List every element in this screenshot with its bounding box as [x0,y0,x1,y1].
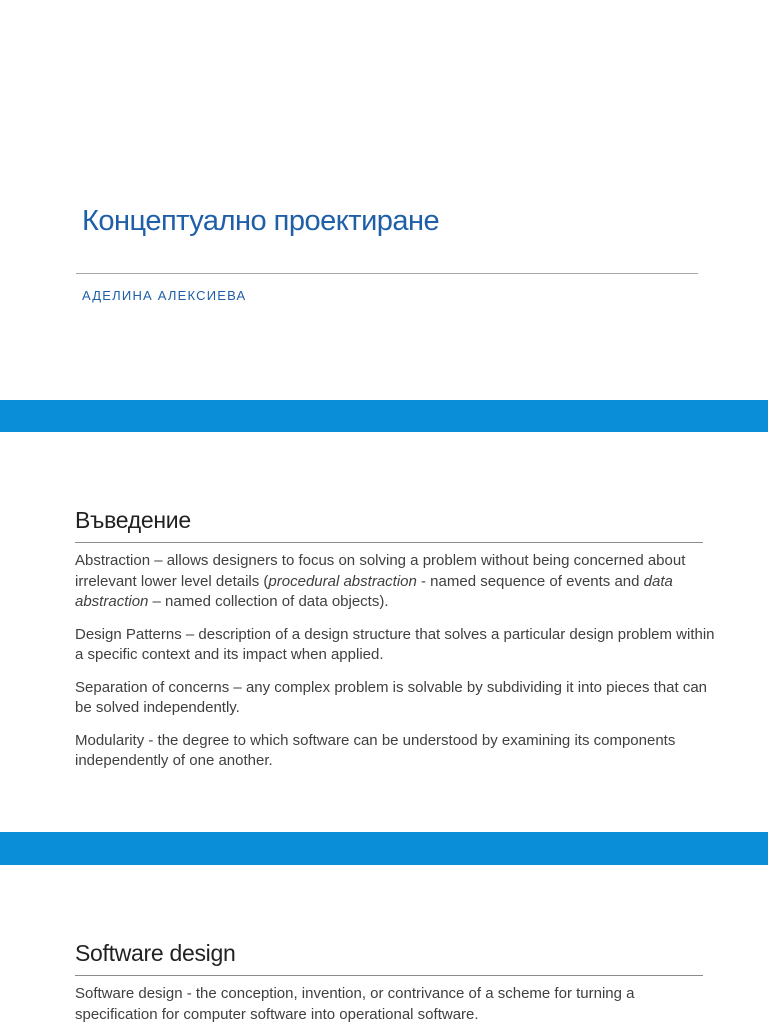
abstraction-text-3: – named collection of data objects). [148,593,389,610]
abstraction-text-2: - named sequence of events and [416,572,644,590]
presentation-author: АДЕЛИНА АЛЕКСИЕВА [82,288,247,303]
paragraph-separation-of-concerns: Separation of concerns – any complex problem is solvable by subdividing it into pieces that can be solved independently. [75,678,708,716]
abstraction-text-1: Abstraction – allows designers to focus on solving a problem without being concerned about irrelevant lower level details ( [75,552,686,590]
introduction-slide [0,432,768,832]
slide-heading: Въведение [75,507,191,533]
software-design-slide [0,865,768,1024]
heading-divider [75,975,703,976]
slide-body [75,551,715,784]
procedural-abstraction-term: procedural abstraction [268,572,417,590]
slide-separator-band [0,400,768,432]
paragraph-software-design: Software design - the conception, invention, or contrivance of a scheme for turning a specification for computer software into operational software. [75,985,635,1023]
title-divider [76,273,698,274]
slide-body [75,984,715,1024]
paragraph-abstraction [75,551,715,613]
heading-divider [75,542,703,543]
paragraph-modularity: Modularity - the degree to which software can be understood by examining its components independently of one another. [75,731,676,769]
data-abstraction-term: data abstraction [75,572,673,610]
paragraph-design-patterns: Design Patterns – description of a design structure that solves a particular design problem within a specific context and its impact when applied. [75,625,715,663]
title-slide [0,0,768,400]
slide-heading: Software design [75,940,236,966]
presentation-title: Концептуално проектиране [82,205,440,237]
slide-separator-band [0,832,768,865]
